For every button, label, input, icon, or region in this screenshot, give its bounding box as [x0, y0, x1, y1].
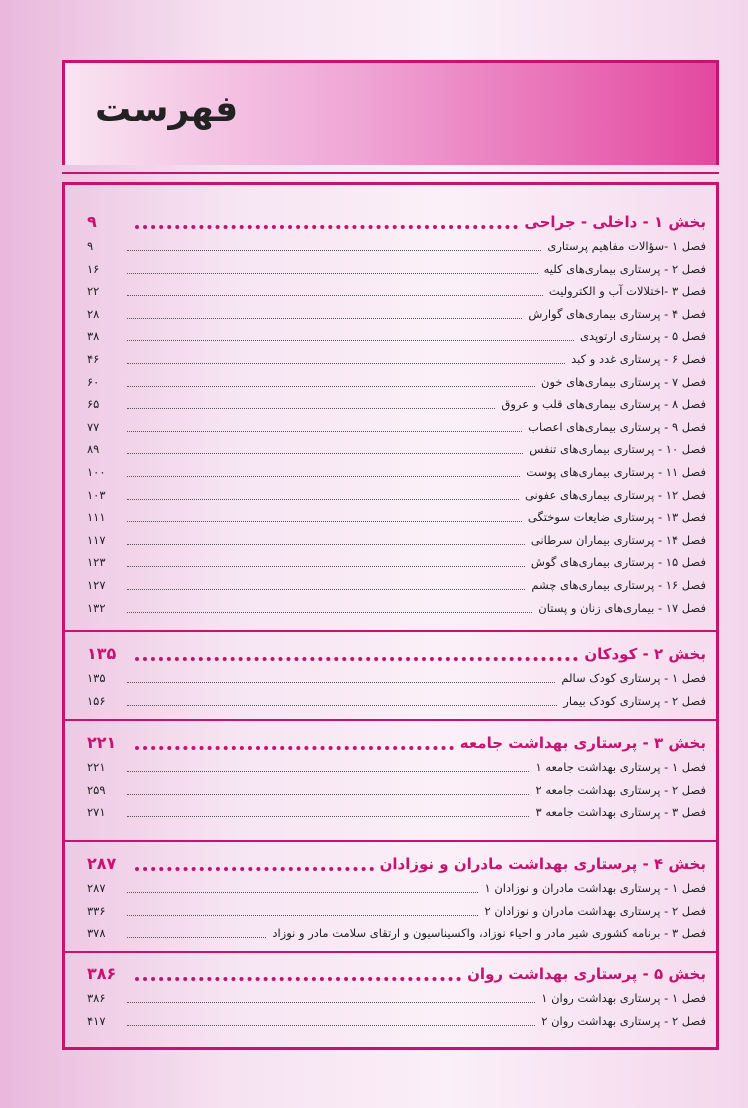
chapter-page-number: ۲۵۹	[87, 782, 106, 797]
chapter-page-number: ۱۲۳	[87, 555, 106, 570]
chapter-row[interactable]	[87, 900, 706, 922]
part-title: بخش ۳ - پرستاری بهداشت جامعه	[459, 734, 706, 752]
chapter-row[interactable]	[87, 506, 706, 528]
dot-leader	[127, 892, 478, 893]
chapter-label: فصل ۱۳ - پرستاری ضایعات سوختگی	[527, 510, 706, 525]
chapter-page-number: ۱۲۷	[87, 578, 106, 592]
dot-leader	[127, 816, 529, 817]
part-heading[interactable]	[87, 211, 706, 233]
chapter-label: فصل ۸ - پرستاری بیماری‌های قلب و عروق	[501, 397, 706, 412]
part-heading[interactable]	[87, 853, 706, 875]
page-title: فهرست	[95, 89, 239, 130]
chapter-label: فصل ۱۵ - پرستاری بیماری‌های گوش	[530, 555, 706, 570]
chapter-label: فصل ۳ -اختلالات آب و الکترولیت	[548, 284, 706, 299]
chapter-label: فصل ۱ -سؤالات مفاهیم پرستاری	[547, 239, 706, 253]
chapter-page-number: ۴۶	[87, 352, 100, 366]
chapter-label: فصل ۲ - پرستاری بهداشت مادران و نوزادان ۲	[484, 903, 706, 918]
chapter-page-number: ۱۳۲	[87, 600, 106, 615]
chapter-label: فصل ۲ - پرستاری بیماری‌های کلیه	[543, 261, 706, 276]
chapter-label: فصل ۱ - پرستاری بهداشت جامعه ۱	[535, 760, 706, 774]
dot-leader	[135, 657, 578, 661]
chapter-label: فصل ۲ - پرستاری کودک بیمار	[563, 693, 706, 708]
part-title: بخش ۲ - کودکان	[584, 645, 706, 663]
chapter-page-number: ۶۰	[87, 374, 100, 389]
dot-leader	[135, 867, 374, 871]
dot-leader	[127, 915, 478, 916]
chapter-row[interactable]	[87, 461, 706, 483]
chapter-page-number: ۹	[87, 239, 94, 253]
chapter-label: فصل ۱ - پرستاری بهداشت روان ۱	[541, 991, 706, 1005]
chapter-page-number: ۸۹	[87, 442, 100, 457]
chapter-page-number: ۱۱۱	[87, 510, 106, 525]
chapter-row[interactable]	[87, 235, 706, 257]
part-page-number: ۹	[87, 212, 97, 231]
part-page-number: ۲۸۷	[87, 854, 117, 873]
chapter-row[interactable]	[87, 416, 706, 438]
dot-leader	[127, 544, 525, 545]
dot-leader	[127, 273, 538, 274]
chapter-page-number: ۳۸۶	[87, 991, 106, 1005]
chapter-page-number: ۱۱۷	[87, 532, 106, 547]
chapter-row[interactable]	[87, 922, 706, 944]
chapter-page-number: ۱۵۶	[87, 693, 106, 708]
chapter-row[interactable]	[87, 551, 706, 573]
chapter-page-number: ۱۳۵	[87, 671, 106, 685]
chapter-label: فصل ۲ - پرستاری بهداشت جامعه ۲	[535, 782, 706, 797]
chapter-label: فصل ۳ - پرستاری بهداشت جامعه ۳	[535, 805, 706, 820]
chapter-label: فصل ۲ - پرستاری بهداشت روان ۲	[541, 1013, 706, 1028]
part-page-number: ۲۲۱	[87, 733, 117, 752]
chapter-label: فصل ۱ - پرستاری کودک سالم	[561, 671, 706, 685]
dot-leader	[127, 521, 522, 522]
dot-leader	[127, 705, 557, 706]
section-divider	[65, 719, 716, 721]
dot-leader	[127, 476, 520, 477]
dot-leader	[127, 771, 529, 772]
dot-leader	[135, 977, 461, 981]
chapter-page-number: ۱۰۰	[87, 465, 106, 479]
part-title: بخش ۵ - پرستاری بهداشت روان	[467, 965, 706, 983]
chapter-row[interactable]	[87, 574, 706, 596]
chapter-page-number: ۲۲	[87, 284, 100, 299]
chapter-page-number: ۲۸	[87, 306, 100, 321]
section-divider	[65, 951, 716, 953]
chapter-label: فصل ۱ - پرستاری بهداشت مادران و نوزادان ۱	[484, 881, 706, 895]
dot-leader	[135, 225, 518, 229]
chapter-label: فصل ۱۶ - پرستاری بیماری‌های چشم	[531, 578, 706, 592]
dot-leader	[127, 295, 543, 296]
chapter-page-number: ۲۲۱	[87, 760, 106, 774]
chapter-row[interactable]	[87, 438, 706, 460]
chapter-row[interactable]	[87, 877, 706, 899]
chapter-row[interactable]	[87, 393, 706, 415]
dot-leader	[127, 937, 266, 938]
toc-header-banner	[62, 60, 719, 165]
dot-leader	[127, 250, 541, 251]
chapter-label: فصل ۱۰ - پرستاری بیماری‌های تنفس	[529, 442, 706, 457]
chapter-page-number: ۳۷۸	[87, 926, 106, 941]
chapter-row[interactable]	[87, 690, 706, 712]
dot-leader	[127, 431, 522, 432]
part-title: بخش ۴ - پرستاری بهداشت مادران و نوزادان	[379, 855, 706, 873]
part-page-number: ۱۳۵	[87, 644, 117, 663]
chapter-row[interactable]	[87, 280, 706, 302]
part-heading[interactable]	[87, 643, 706, 665]
dot-leader	[135, 746, 454, 750]
chapter-page-number: ۴۱۷	[87, 1013, 106, 1028]
chapter-page-number: ۱۰۳	[87, 487, 106, 502]
chapter-label: فصل ۷ - پرستاری بیماری‌های خون	[541, 374, 706, 389]
chapter-row[interactable]	[87, 303, 706, 325]
dot-leader	[127, 566, 525, 567]
chapter-row[interactable]	[87, 348, 706, 370]
chapter-page-number: ۷۷	[87, 419, 100, 434]
section-divider	[65, 630, 716, 632]
chapter-label: فصل ۴ - پرستاری بیماری‌های گوارش	[528, 306, 706, 321]
header-divider	[62, 172, 719, 174]
chapter-label: فصل ۵ - پرستاری ارتوپدی	[580, 329, 706, 344]
chapter-row[interactable]	[87, 779, 706, 801]
dot-leader	[127, 453, 523, 454]
chapter-row[interactable]	[87, 987, 706, 1009]
chapter-page-number: ۱۶	[87, 261, 100, 276]
dot-leader	[127, 386, 535, 387]
chapter-label: فصل ۱۱ - پرستاری بیماری‌های پوست	[526, 465, 706, 479]
part-page-number: ۳۸۶	[87, 964, 117, 983]
dot-leader	[127, 340, 574, 341]
dot-leader	[127, 408, 495, 409]
part-heading[interactable]	[87, 963, 706, 985]
part-heading[interactable]	[87, 732, 706, 754]
dot-leader	[127, 1025, 535, 1026]
chapter-row[interactable]	[87, 1010, 706, 1032]
dot-leader	[127, 363, 565, 364]
chapter-label: فصل ۹ - پرستاری بیماری‌های اعصاب	[528, 419, 706, 434]
dot-leader	[127, 682, 555, 683]
chapter-row[interactable]	[87, 801, 706, 823]
dot-leader	[127, 499, 519, 500]
chapter-label: فصل ۳ - برنامه کشوری شیر مادر و احیاء نوزاد، واکسیناسیون و ارتقای سلامت مادر و نوزاد	[272, 926, 706, 941]
chapter-row[interactable]	[87, 529, 706, 551]
part-title: بخش ۱ - داخلی - جراحی	[524, 213, 706, 231]
dot-leader	[127, 1002, 535, 1003]
chapter-row[interactable]	[87, 597, 706, 619]
chapter-label: فصل ۱۴ - پرستاری بیماران سرطانی	[530, 532, 706, 547]
chapter-page-number: ۳۸	[87, 329, 100, 344]
dot-leader	[127, 589, 525, 590]
chapter-row[interactable]	[87, 258, 706, 280]
chapter-label: فصل ۱۲ - پرستاری بیماری‌های عفونی	[524, 487, 706, 502]
dot-leader	[127, 612, 532, 613]
chapter-page-number: ۳۳۶	[87, 903, 106, 918]
chapter-row[interactable]	[87, 325, 706, 347]
chapter-label: فصل ۶ - پرستاری غدد و کبد	[571, 352, 706, 366]
chapter-row[interactable]	[87, 756, 706, 778]
chapter-page-number: ۲۸۷	[87, 881, 106, 895]
dot-leader	[127, 318, 522, 319]
section-divider	[65, 840, 716, 842]
dot-leader	[127, 794, 529, 795]
chapter-row[interactable]	[87, 484, 706, 506]
chapter-label: فصل ۱۷ - بیماری‌های زنان و پستان	[538, 600, 706, 615]
table-of-contents	[62, 182, 719, 1050]
chapter-page-number: ۶۵	[87, 397, 100, 412]
chapter-row[interactable]	[87, 371, 706, 393]
chapter-row[interactable]	[87, 667, 706, 689]
chapter-page-number: ۲۷۱	[87, 805, 106, 820]
